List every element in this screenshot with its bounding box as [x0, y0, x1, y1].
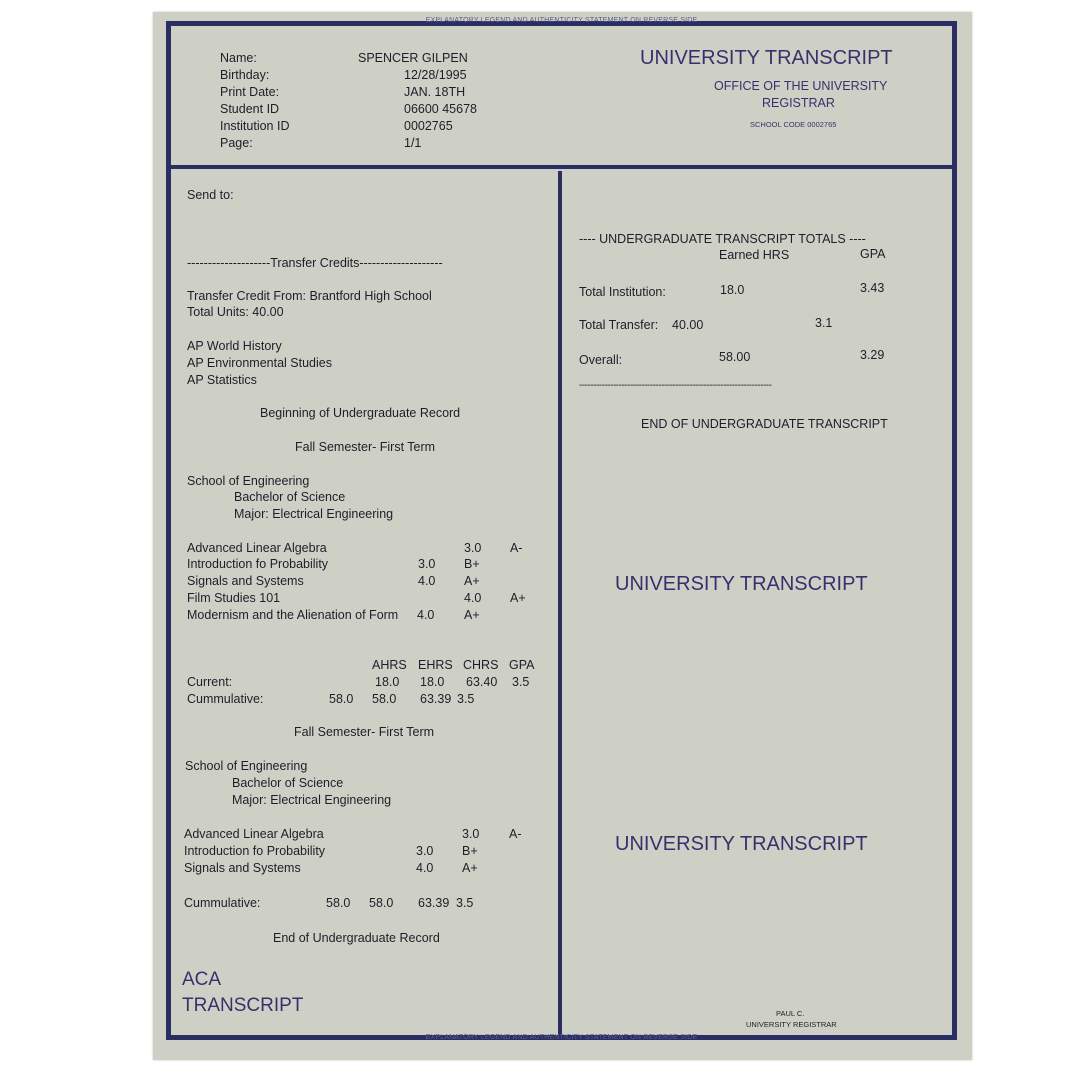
cumulative-value: 58.0: [369, 896, 394, 910]
end-record: End of Undergraduate Record: [273, 931, 440, 945]
current-value: 18.0: [420, 675, 445, 689]
col-earned-hrs: Earned HRS: [719, 248, 790, 262]
course-credits: 3.0: [416, 844, 434, 858]
current-value: 18.0: [375, 675, 400, 689]
term2-degree: Bachelor of Science: [232, 776, 344, 790]
header-divider: [166, 165, 957, 169]
ap-course: AP Environmental Studies: [187, 356, 332, 370]
ap-course: AP World History: [187, 339, 282, 353]
cumulative-value: 63.39: [418, 896, 450, 910]
cumulative-value: 3.5: [456, 896, 474, 910]
term1-major: Major: Electrical Engineering: [234, 507, 394, 521]
term2-school: School of Engineering: [185, 759, 308, 773]
course-credits: 3.0: [462, 827, 480, 841]
term1-degree: Bachelor of Science: [234, 490, 346, 504]
total-institution-earned: 18.0: [720, 283, 745, 297]
col-header-gpa: GPA: [509, 658, 535, 672]
totals-divider: --------------------------------------------------------------------: [579, 380, 772, 391]
col-header-ahrs: AHRS: [372, 658, 407, 672]
course-grade: A-: [510, 541, 523, 555]
course-credits: 4.0: [416, 861, 434, 875]
office-line1: OFFICE OF THE UNIVERSITY: [714, 79, 888, 93]
cumulative-value: 58.0: [326, 896, 351, 910]
course-grade: A+: [464, 574, 480, 588]
school-code: SCHOOL CODE 0002765: [750, 120, 837, 129]
overall-gpa: 3.29: [860, 348, 885, 362]
total-institution-gpa: 3.43: [860, 281, 885, 295]
cumulative-label: Cummulative:: [187, 692, 264, 706]
label-birthday: Birthday:: [220, 68, 270, 82]
cumulative-value: 58.0: [329, 692, 354, 706]
header-title: UNIVERSITY TRANSCRIPT: [640, 47, 893, 69]
label-page: Page:: [220, 136, 253, 150]
signer-title: UNIVERSITY REGISTRAR: [746, 1020, 837, 1029]
term1-school: School of Engineering: [187, 474, 310, 488]
label-student-id: Student ID: [220, 102, 280, 116]
watermark-lower: UNIVERSITY TRANSCRIPT: [615, 833, 868, 855]
totals-heading: ---- UNDERGRADUATE TRANSCRIPT TOTALS ----: [579, 232, 866, 246]
course-grade: B+: [462, 844, 478, 858]
legend-top: EXPLANATORY LEGEND AND AUTHENTICITY STATEMENT ON REVERSE SIDE: [425, 17, 698, 24]
overall-label: Overall:: [579, 353, 623, 367]
current-value: 3.5: [512, 675, 530, 689]
current-value: 63.40: [466, 675, 498, 689]
current-label: Current:: [187, 675, 233, 689]
transfer-heading: --------------------Transfer Credits--------------------: [187, 256, 443, 270]
course-credits: 4.0: [417, 608, 435, 622]
course-name: Introduction fo Probability: [187, 557, 329, 571]
value-institution-id: 0002765: [404, 119, 453, 133]
course-name: Signals and Systems: [187, 574, 304, 588]
watermark-upper: UNIVERSITY TRANSCRIPT: [615, 573, 868, 595]
course-grade: A+: [464, 608, 480, 622]
cumulative-value: 3.5: [457, 692, 475, 706]
total-transfer-label: Total Transfer:: [579, 318, 659, 332]
stamp-line2: TRANSCRIPT: [182, 995, 304, 1016]
signer-name: PAUL C.: [776, 1009, 805, 1018]
value-name: SPENCER GILPEN: [358, 51, 468, 65]
course-grade: A+: [462, 861, 478, 875]
cumulative-value: 63.39: [420, 692, 452, 706]
course-name: Advanced Linear Algebra: [187, 541, 327, 555]
course-name: Modernism and the Alienation of Form: [187, 608, 399, 622]
column-divider: [558, 171, 562, 1035]
label-print-date: Print Date:: [220, 85, 280, 99]
course-name: Introduction fo Probability: [184, 844, 326, 858]
cumulative-value: 58.0: [372, 692, 397, 706]
col-header-ehrs: EHRS: [418, 658, 453, 672]
value-student-id: 06600 45678: [404, 102, 477, 116]
course-credits: 3.0: [418, 557, 436, 571]
end-transcript: END OF UNDERGRADUATE TRANSCRIPT: [641, 417, 888, 431]
col-header-chrs: CHRS: [463, 658, 499, 672]
value-print-date: JAN. 18TH: [404, 85, 466, 99]
transfer-from: Transfer Credit From: Brantford High School: [187, 289, 432, 303]
send-to: Send to:: [187, 188, 234, 202]
begin-record: Beginning of Undergraduate Record: [260, 406, 461, 420]
total-transfer-gpa: 3.1: [815, 316, 833, 330]
legend-bottom: EXPLANATORY LEGEND AND AUTHENTICITY STATEMENT ON REVERSE SIDE: [425, 1034, 698, 1041]
label-institution-id: Institution ID: [220, 119, 290, 133]
course-grade: A-: [509, 827, 522, 841]
term2-title: Fall Semester- First Term: [294, 725, 435, 739]
term1-title: Fall Semester- First Term: [295, 440, 436, 454]
value-birthday: 12/28/1995: [404, 68, 467, 82]
stamp-line1: ACA: [182, 969, 222, 990]
course-name: Film Studies 101: [187, 591, 281, 605]
overall-earned: 58.00: [719, 350, 751, 364]
course-grade: A+: [510, 591, 526, 605]
office-line2: REGISTRAR: [762, 96, 835, 110]
col-gpa: GPA: [860, 247, 886, 261]
cumulative-label: Cummulative:: [184, 896, 261, 910]
course-credits: 4.0: [418, 574, 436, 588]
course-credits: 4.0: [464, 591, 482, 605]
total-units: Total Units: 40.00: [187, 305, 284, 319]
ap-course: AP Statistics: [187, 373, 257, 387]
course-name: Advanced Linear Algebra: [184, 827, 324, 841]
total-transfer-earned: 40.00: [672, 318, 704, 332]
label-name: Name:: [220, 51, 257, 65]
course-grade: B+: [464, 557, 480, 571]
course-name: Signals and Systems: [184, 861, 301, 875]
term2-major: Major: Electrical Engineering: [232, 793, 392, 807]
course-credits: 3.0: [464, 541, 482, 555]
value-page: 1/1: [404, 136, 422, 150]
total-institution-label: Total Institution:: [579, 285, 666, 299]
